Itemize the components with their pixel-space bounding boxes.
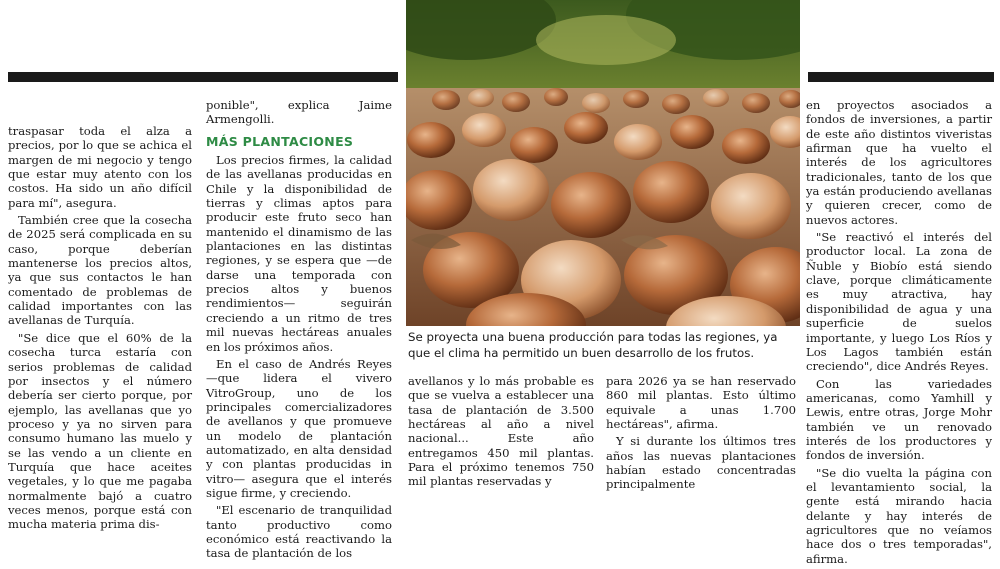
photo-caption: Se proyecta una buena producción para todas las regiones, ya que el clima ha permitido un buen desarrollo de los frutos. — [408, 330, 778, 360]
section-rule-right — [808, 72, 994, 82]
paragraph: avellanos y lo más probable es que se vuelva a establecer una tasa de plantación de 3.500 hectáreas al año a nivel nacional... Este año entregamos 450 mil plantas. Para el próximo tenemos 750 mil plantas reservadas y — [408, 374, 594, 489]
paragraph: traspasar toda el alza a precios, por lo que se achica el margen de mi negocio y tengo que estar muy atento con los costos. Ha sido un año difícil para mí", asegura. — [8, 124, 192, 210]
paragraph: "Se reactivó el interés del productor local. La zona de Ñuble y Biobío está siendo clave, porque climáticamente es muy atractiva, hay disponibilidad de agua y una superficie de suelos importante, y luego Los Ríos y Los Lagos también están creciendo", dice Andrés Reyes. — [806, 230, 992, 374]
article-column-3 — [408, 374, 594, 492]
section-heading: MÁS PLANTACIONES — [206, 133, 354, 149]
article-column-4 — [606, 374, 796, 495]
section-rule-left — [8, 72, 398, 82]
paragraph: Y si durante los últimos tres años las nuevas plantaciones habían estado concentradas principalmente — [606, 434, 796, 492]
paragraph: "Se dio vuelta la página con el levantamiento social, la gente está mirando hacia delante y hay interés de agricultores que no veíamos hace dos o tres temporadas", afirma. — [806, 465, 992, 566]
paragraph: para 2026 ya se han reservado 860 mil plantas. Esto último equivale a unas 1.700 hectáreas", afirma. — [606, 374, 796, 432]
paragraph: en proyectos asociados a fondos de inversiones, a partir de este año distintos viveristas afirman que ha vuelto el interés de los agricultores tradicionales, tanto de los que ya están produciendo avellanas y quieren crecer, como de nuevos actores. — [806, 98, 992, 227]
paragraph: También cree que la cosecha de 2025 será complicada en su caso, porque deberían mantenerse los precios altos, ya que sus contactos le han comentado de problemas de calidad importantes con las avellanas de Turquía. — [8, 213, 192, 328]
article-column-1 — [8, 124, 192, 535]
paragraph: ponible", explica Jaime Armengolli. — [206, 98, 392, 127]
paragraph: En el caso de Andrés Reyes —que lidera el vivero VitroGroup, uno de los principales comercializadores de avellanos y que promueve un modelo de plantación automatizado, en alta densidad y con plantas producidas in vitro— asegura que el interés sigue firme, y creciendo. — [206, 356, 392, 500]
paragraph: Con las variedades americanas, como Yamhill y Lewis, entre otras, Jorge Mohr también ve un renovado interés de los productores y fondos de inversión. — [806, 376, 992, 463]
article-column-5 — [806, 98, 992, 569]
paragraph: "El escenario de tranquilidad tanto productivo como económico está reactivando la tasa de plantación de los — [206, 503, 392, 561]
hazelnut-photo — [406, 0, 800, 326]
article-column-2 — [206, 98, 392, 564]
paragraph: Los precios firmes, la calidad de las avellanas producidas en Chile y la disponibilidad de tierras y climas aptos para producir este fruto seco han mantenido el dinamismo de las plantaciones en las distintas regiones, y se espera que —de darse una temporada con precios altos y buenos rendimientos— seguirán creciendo a un ritmo de tres mil nuevas hectáreas anuales en los próximos años. — [206, 153, 392, 354]
paragraph: "Se dice que el 60% de la cosecha turca estaría con serios problemas de calidad por insectos y el número debería ser cierto porque, por ejemplo, las avellanas que yo proceso y ya no sirven para consumo humano las muelo y se las vendo a un cliente en Turquía que hace aceites vegetales, y lo que me pagaba normalmente bajó a cuatro veces menos, porque está con mucha materia prima dis- — [8, 330, 192, 532]
